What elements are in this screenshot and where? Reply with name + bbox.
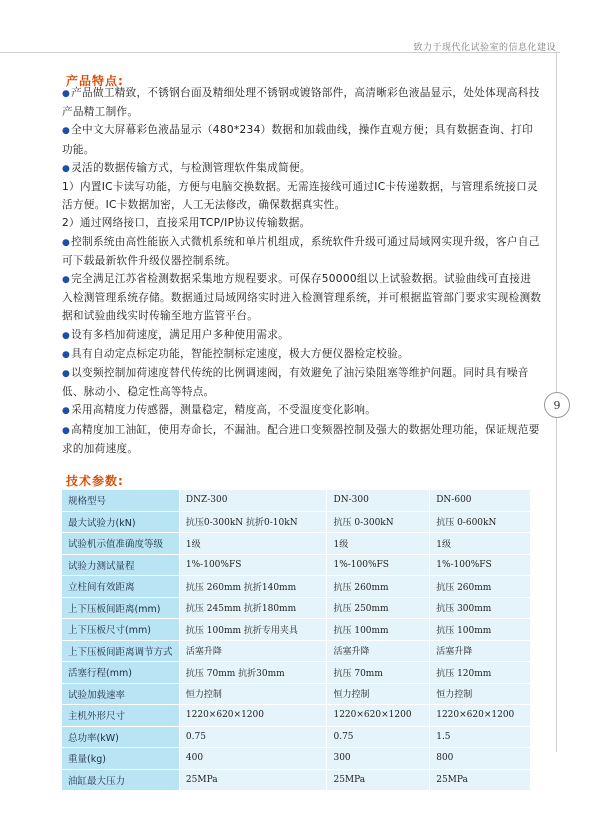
- features-list: [62, 84, 542, 458]
- cell-value: 抗压 300mm: [430, 597, 531, 619]
- row-label: 规格型号: [62, 490, 180, 512]
- table-row: [62, 726, 531, 748]
- cell-value: 1220×620×1200: [430, 705, 531, 727]
- bullet-icon: ●: [62, 406, 71, 417]
- feature-item: ●完全满足江苏省检测数据采集地方规程要求。可保存50000组以上试验数据。试验曲线可直接进入检测管理系统存储。数据通过局域网络实时进入检测管理系统，并可根据监管部门要求实现检测数据和试验曲线实时传输至地方监管平台。: [62, 273, 542, 323]
- bullet-icon: ●: [62, 330, 71, 341]
- cell-value: 1级: [430, 533, 531, 555]
- row-label: 主机外形尺寸: [62, 705, 180, 727]
- feature-item: ●设有多档加荷速度，满足用户多种使用需求。: [62, 328, 290, 341]
- cell-value: 抗压0-300kN 抗折0-10kN: [179, 511, 327, 533]
- cell-value: 抗压 0-300kN: [327, 511, 430, 533]
- feature-item: ●具有自动定点标定功能，智能控制标定速度，极大方便仪器检定校验。: [62, 347, 409, 360]
- table-row: [62, 640, 531, 662]
- bullet-icon: ●: [62, 163, 71, 174]
- cell-value: 抗压 120mm: [430, 662, 531, 684]
- cell-value: 0.75: [179, 726, 327, 748]
- cell-value: 25MPa: [327, 769, 430, 791]
- table-row: [62, 769, 531, 791]
- row-label: 上下压板间距离(mm): [62, 597, 180, 619]
- features-heading: 产品特点:: [66, 74, 124, 88]
- cell-value: 抗压 245mm 抗折180mm: [179, 597, 327, 619]
- feature-item: ●采用高精度力传感器，测量稳定，精度高，不受温度变化影响。: [62, 404, 377, 417]
- table-row: [62, 511, 531, 533]
- bullet-icon: ●: [62, 275, 71, 286]
- cell-value: 恒力控制: [430, 683, 531, 705]
- feature-item: ●高精度加工油缸，使用寿命长，不漏油。配合进口变频器控制及强大的数据处理功能，保证规范要求的加荷速度。: [62, 423, 540, 455]
- cell-value: 恒力控制: [327, 683, 430, 705]
- cell-value: DNZ-300: [179, 490, 327, 512]
- cell-value: 抗压 260mm: [430, 576, 531, 598]
- row-label: 试验力测试量程: [62, 554, 180, 576]
- row-label: 上下压板间距离调节方式: [62, 640, 180, 662]
- row-label: 最大试验力(kN): [62, 511, 180, 533]
- bullet-icon: ●: [62, 349, 71, 360]
- bullet-icon: ●: [62, 126, 71, 137]
- cell-value: 抗压 100mm: [327, 619, 430, 641]
- header-tagline: 致力于现代化试验室的信息化建设: [413, 43, 556, 53]
- cell-value: 1.5: [430, 726, 531, 748]
- table-row: [62, 683, 531, 705]
- cell-value: DN-600: [430, 490, 531, 512]
- feature-subitem: 1）内置IC卡读写功能，方便与电脑交换数据。无需连接线可通过IC卡传递数据，与管理系统接口灵活方便。IC卡数据加密，人工无法修改，确保数据真实性。: [62, 181, 538, 212]
- bullet-icon: ●: [62, 237, 71, 248]
- cell-value: 活塞升降: [179, 640, 327, 662]
- feature-item: ●产品做工精致，不锈钢台面及精细处理不锈钢或镀铬部件，高清晰彩色液晶显示，处处体现高科技产品精工制作。: [62, 87, 540, 119]
- table-row: [62, 597, 531, 619]
- cell-value: 活塞升降: [430, 640, 531, 662]
- row-label: 立柱间有效距离: [62, 576, 180, 598]
- table-row: [62, 748, 531, 770]
- cell-value: 抗压 260mm: [327, 576, 430, 598]
- row-label: 试验机示值准确度等级: [62, 533, 180, 555]
- specs-heading: 技术参数:: [66, 474, 124, 488]
- cell-value: 抗压 100mm: [430, 619, 531, 641]
- feature-subitem: 2）通过网络接口，直接采用TCP/IP协议传输数据。: [62, 217, 311, 230]
- cell-value: 1级: [179, 533, 327, 555]
- cell-value: 400: [179, 748, 327, 770]
- table-row: [62, 619, 531, 641]
- feature-item: ●灵活的数据传输方式，与检测管理软件集成简便。: [62, 161, 311, 174]
- row-label: 试验加载速率: [62, 683, 180, 705]
- specs-table: [61, 489, 531, 791]
- cell-value: 25MPa: [430, 769, 531, 791]
- cell-value: 抗压 100mm 抗折专用夹具: [179, 619, 327, 641]
- cell-value: 0.75: [327, 726, 430, 748]
- cell-value: 1级: [327, 533, 430, 555]
- cell-value: DN-300: [327, 490, 430, 512]
- cell-value: 25MPa: [179, 769, 327, 791]
- cell-value: 抗压 70mm 抗折30mm: [179, 662, 327, 684]
- cell-value: 1220×620×1200: [327, 705, 430, 727]
- row-label: 总功率(kW): [62, 726, 180, 748]
- cell-value: 恒力控制: [179, 683, 327, 705]
- page-number: 9: [544, 392, 570, 418]
- row-label: 油缸最大压力: [62, 769, 180, 791]
- table-row: [62, 490, 531, 512]
- feature-item: ●全中文大屏幕彩色液晶显示（480*234）数据和加载曲线，操作直观方便；具有数据查询、打印功能。: [62, 124, 533, 156]
- cell-value: 抗压 0-600kN: [430, 511, 531, 533]
- table-row: [62, 533, 531, 555]
- row-label: 重量(kg): [62, 748, 180, 770]
- cell-value: 1%-100%FS: [179, 554, 327, 576]
- cell-value: 抗压 250mm: [327, 597, 430, 619]
- feature-item: ●控制系统由高性能嵌入式微机系统和单片机组成，系统软件升级可通过局域网实现升级，客户自己可下载最新软件升级仪器控制系统。: [62, 235, 540, 267]
- cell-value: 800: [430, 748, 531, 770]
- cell-value: 300: [327, 748, 430, 770]
- table-row: [62, 705, 531, 727]
- cell-value: 活塞升降: [327, 640, 430, 662]
- bullet-icon: ●: [62, 369, 71, 380]
- cell-value: 1%-100%FS: [327, 554, 430, 576]
- bullet-icon: ●: [62, 89, 71, 99]
- cell-value: 1%-100%FS: [430, 554, 531, 576]
- table-row: [62, 576, 531, 598]
- table-row: [62, 554, 531, 576]
- bullet-icon: ●: [62, 425, 71, 436]
- cell-value: 1220×620×1200: [179, 705, 327, 727]
- table-row: [62, 662, 531, 684]
- feature-item: ●以变频控制加荷速度替代传统的比例调速阀，有效避免了油污染阻塞等维护问题。同时具有噪音低、脉动小、稳定性高等特点。: [62, 367, 529, 399]
- cell-value: 抗压 260mm 抗折140mm: [179, 576, 327, 598]
- row-label: 活塞行程(mm): [62, 662, 180, 684]
- row-label: 上下压板尺寸(mm): [62, 619, 180, 641]
- cell-value: 抗压 70mm: [327, 662, 430, 684]
